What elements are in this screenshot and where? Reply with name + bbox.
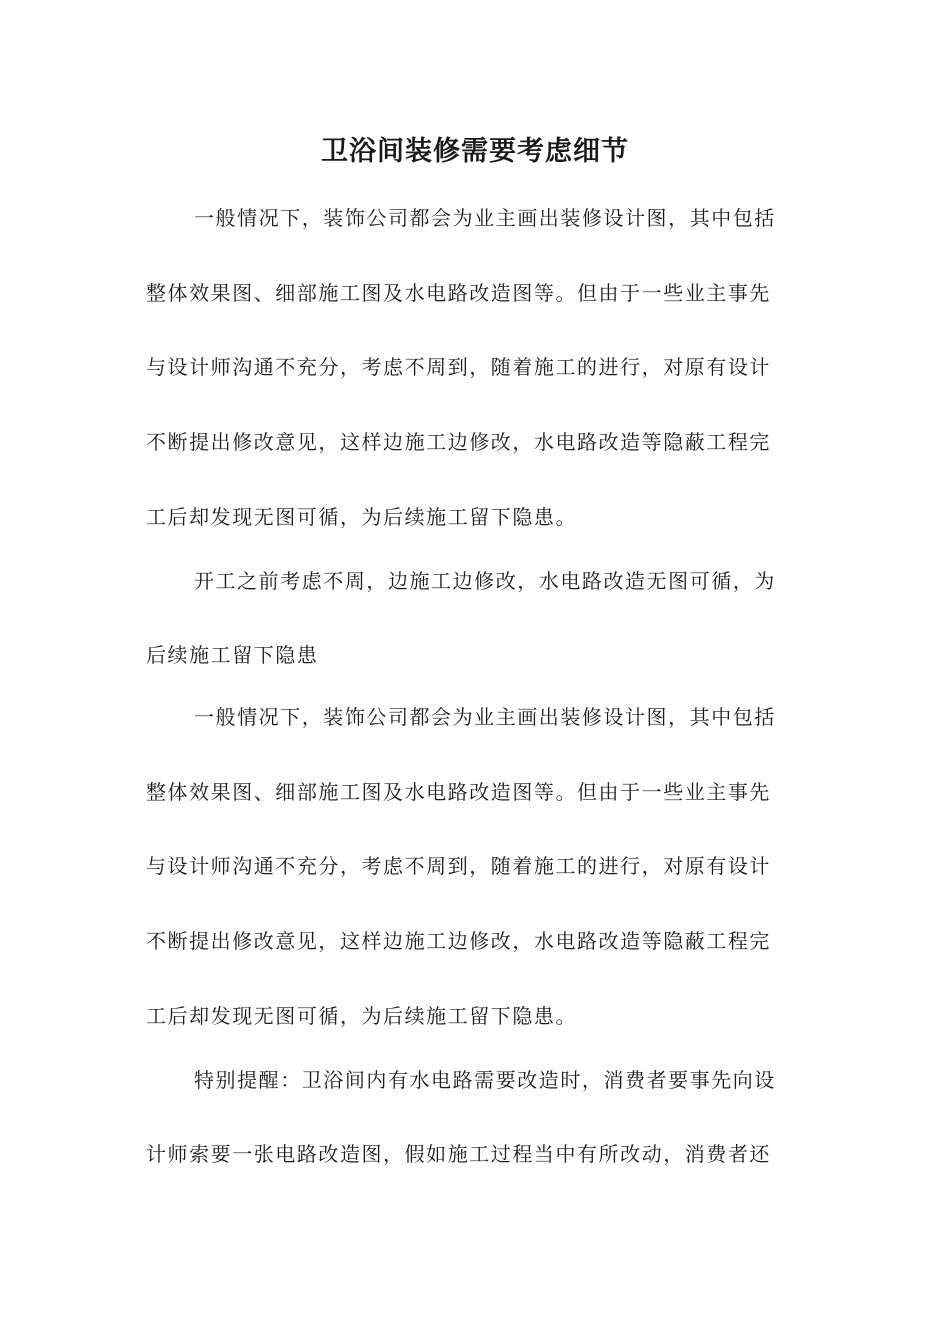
document-title: 卫浴间装修需要考虑细节 (321, 136, 629, 167)
paragraph-1-line-1: 一般情况下，装饰公司都会为业主画出装修设计图，其中包括 (194, 206, 776, 230)
paragraph-3-line-5: 工后却发现无图可循，为后续施工留下隐患。 (146, 1004, 577, 1028)
paragraph-3-line-3: 与设计师沟通不充分，考虑不周到，随着施工的进行，对原有设计 (146, 854, 771, 878)
paragraph-3-line-4: 不断提出修改意见，这样边施工边修改，水电路改造等隐蔽工程完 (146, 929, 771, 953)
paragraph-1-line-5: 工后却发现无图可循，为后续施工留下隐患。 (146, 505, 577, 529)
paragraph-2-line-1: 开工之前考虑不周，边施工边修改，水电路改造无图可循，为 (194, 569, 776, 593)
paragraph-1-line-2: 整体效果图、细部施工图及水电路改造图等。但由于一些业主事先 (146, 281, 771, 305)
paragraph-3-line-2: 整体效果图、细部施工图及水电路改造图等。但由于一些业主事先 (146, 780, 771, 804)
paragraph-4-line-1: 特别提醒：卫浴间内有水电路需要改造时，消费者要事先向设 (194, 1068, 776, 1092)
paragraph-1-line-3: 与设计师沟通不充分，考虑不周到，随着施工的进行，对原有设计 (146, 355, 771, 379)
paragraph-3-line-1: 一般情况下，装饰公司都会为业主画出装修设计图，其中包括 (194, 705, 776, 729)
paragraph-1-line-4: 不断提出修改意见，这样边施工边修改，水电路改造等隐蔽工程完 (146, 430, 771, 454)
paragraph-4-line-2: 计师索要一张电路改造图，假如施工过程当中有所改动，消费者还 (146, 1142, 771, 1166)
paragraph-2-line-2: 后续施工留下隐患 (146, 643, 319, 667)
